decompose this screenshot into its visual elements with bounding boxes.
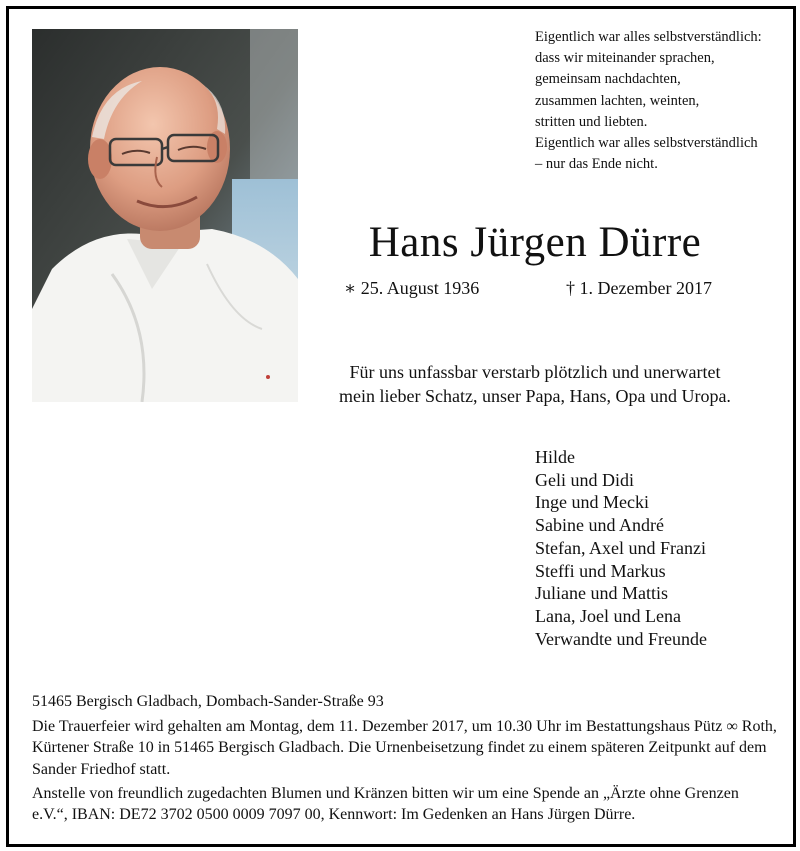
mourner-entry: Steffi und Markus <box>535 560 666 581</box>
death-date: † 1. Dezember 2017 <box>566 278 712 298</box>
family-address: 51465 Bergisch Gladbach, Dombach-Sander-Straße 93 <box>32 693 384 710</box>
mourner-entry: Hilde <box>535 447 575 467</box>
mourners-list <box>535 446 707 650</box>
mourner-entry: Sabine und André <box>535 515 664 536</box>
funeral-details: Die Trauerfeier wird gehalten am Montag, dem 11. Dezember 2017, um 10.30 Uhr im Bestattungshaus Pütz ∞ Roth, Kürtener Straße 10 in 51465 Bergisch Gladbach. Die Urnenbeisetzung findet zu einem späteren Zeitpunkt auf dem Sander Friedhof statt. <box>32 718 777 778</box>
deceased-name: Hans Jürgen Dürre <box>368 219 702 266</box>
portrait-photo <box>32 29 298 402</box>
birth-date: ∗ 25. August 1936 <box>344 278 480 298</box>
mourner-entry: Verwandte und Freunde <box>535 628 707 649</box>
donation-details: Anstelle von freundlich zugedachten Blumen und Kränzen bitten wir um eine Spende an „Ärzte ohne Grenzen e.V.“, IBAN: DE72 3702 0500 0009 7097 00, Kennwort: Im Gedenken an Hans Jürgen Dürre. <box>32 785 739 824</box>
mourner-entry: Lana, Joel und Lena <box>535 605 681 626</box>
mourner-entry: Geli und Didi <box>535 469 634 490</box>
mourner-entry: Inge und Mecki <box>535 492 649 513</box>
poem: Eigentlich war alles selbstverständlich: dass wir miteinander sprachen, gemeinsam nachdachten, zusammen lachten, weinten, stritten und liebten. Eigentlich war alles selbstverständlich – nur das Ende nicht. <box>535 29 762 173</box>
announcement <box>320 360 750 408</box>
announcement-text: Für uns unfassbar verstarb plötzlich und unerwartet mein lieber Schatz, unser Papa, Hans, Opa und Uropa. <box>339 362 731 406</box>
mourner-entry: Juliane und Mattis <box>535 583 668 604</box>
mourner-entry: Stefan, Axel und Franzi <box>535 537 706 558</box>
portrait-illustration <box>32 29 298 402</box>
